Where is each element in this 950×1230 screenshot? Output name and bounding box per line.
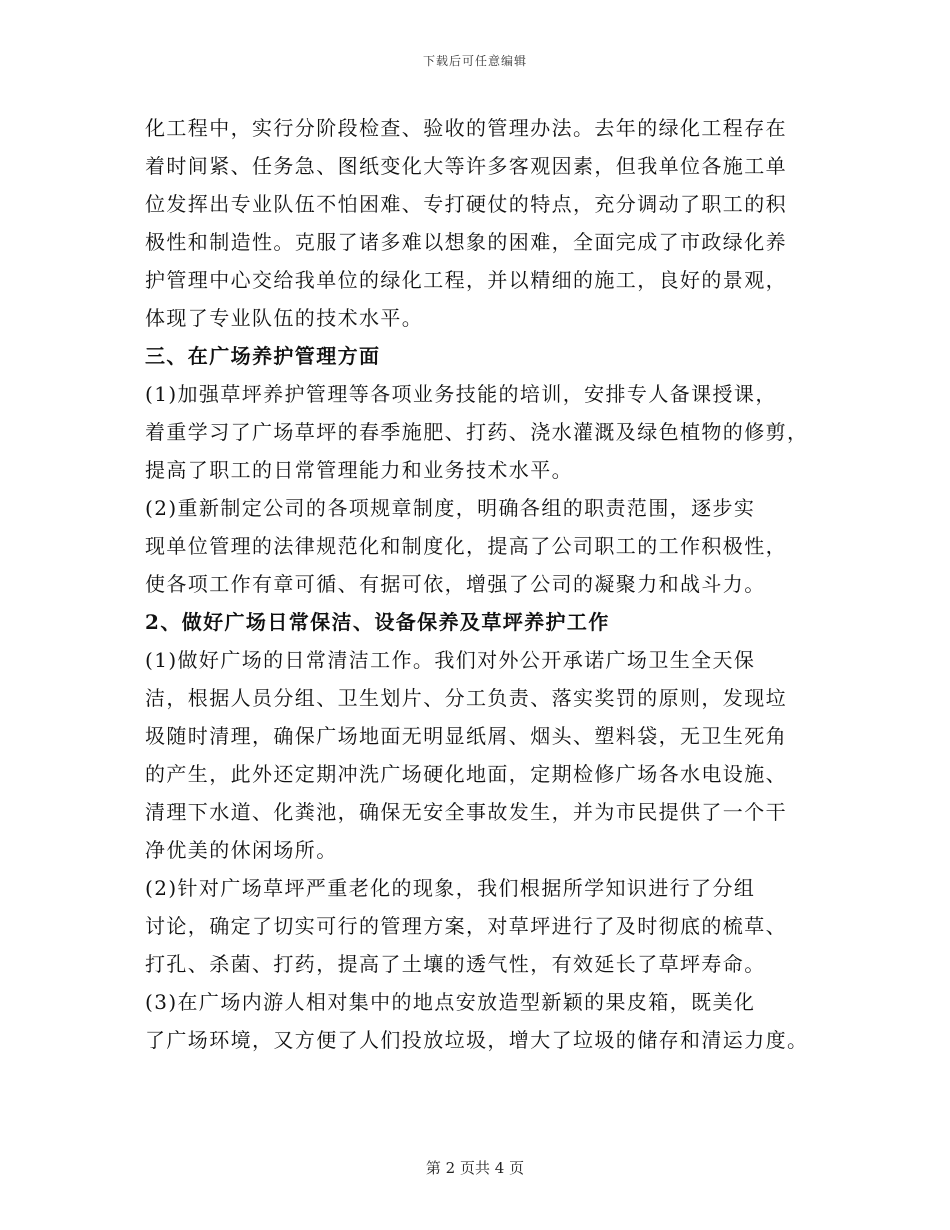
document-body [145, 113, 815, 1055]
text-line: 化工程中，实行分阶段检查、验收的管理办法。去年的绿化工程存在 [145, 116, 787, 140]
text-line: 净优美的休闲场所。 [145, 838, 338, 862]
paragraph-first-line: (2)重新制定公司的各项规章制度，明确各组的职责范围，逐步实 [145, 496, 756, 520]
paragraph-first-line: (3)在广场内游人相对集中的地点安放造型新颖的果皮箱，既美化 [145, 990, 756, 1014]
text-line: 位发挥出专业队伍不怕困难、专打硬仗的特点，充分调动了职工的积 [145, 192, 787, 216]
text-line: 清理下水道、化粪池，确保无安全事故发生，并为市民提供了一个干 [145, 800, 787, 824]
text-line: 打孔、杀菌、打药，提高了土壤的透气性，有效延长了草坪寿命。 [145, 952, 766, 976]
text-line: 的产生，此外还定期冲洗广场硬化地面，定期检修广场各水电设施、 [145, 762, 787, 786]
text-line: 讨论，确定了切实可行的管理方案，对草坪进行了及时彻底的梳草、 [145, 914, 787, 938]
page-number-footer: 第 2 页共 4 页 [425, 1159, 525, 1177]
text-line: 极性和制造性。克服了诸多难以想象的困难，全面完成了市政绿化养 [145, 230, 787, 254]
section-heading: 2、做好广场日常保洁、设备保养及草坪养护工作 [145, 610, 610, 634]
text-line: 现单位管理的法律规范化和制度化，提高了公司职工的工作积极性， [145, 534, 787, 558]
text-line: 着时间紧、任务急、图纸变化大等许多客观因素，但我单位各施工单 [145, 154, 787, 178]
page-header: 下载后可任意编辑 [422, 54, 527, 68]
text-line: 护管理中心交给我单位的绿化工程，并以精细的施工，良好的景观， [145, 268, 787, 292]
text-line: 了广场环境，又方便了人们投放垃圾，增大了垃圾的储存和清运力度。 [145, 1028, 809, 1052]
text-line: 圾随时清理，确保广场地面无明显纸屑、烟头、塑料袋，无卫生死角 [145, 724, 787, 748]
text-line: 洁，根据人员分组、卫生划片、分工负责、落实奖罚的原则，发现垃 [145, 686, 787, 710]
text-line: 提高了职工的日常管理能力和业务技术水平。 [145, 458, 573, 482]
text-line: 着重学习了广场草坪的春季施肥、打药、浇水灌溉及绿色植物的修剪， [145, 420, 809, 444]
text-line: 使各项工作有章可循、有据可依，增强了公司的凝聚力和战斗力。 [145, 572, 766, 596]
paragraph-first-line: (1)做好广场的日常清洁工作。我们对外公开承诺广场卫生全天保 [145, 648, 756, 672]
paragraph-first-line: (2)针对广场草坪严重老化的现象，我们根据所学知识进行了分组 [145, 876, 756, 900]
paragraph-first-line: (1)加强草坪养护管理等各项业务技能的培训，安排专人备课授课， [145, 382, 777, 406]
section-heading: 三、在广场养护管理方面 [145, 344, 381, 368]
text-line: 体现了专业队伍的技术水平。 [145, 306, 424, 330]
